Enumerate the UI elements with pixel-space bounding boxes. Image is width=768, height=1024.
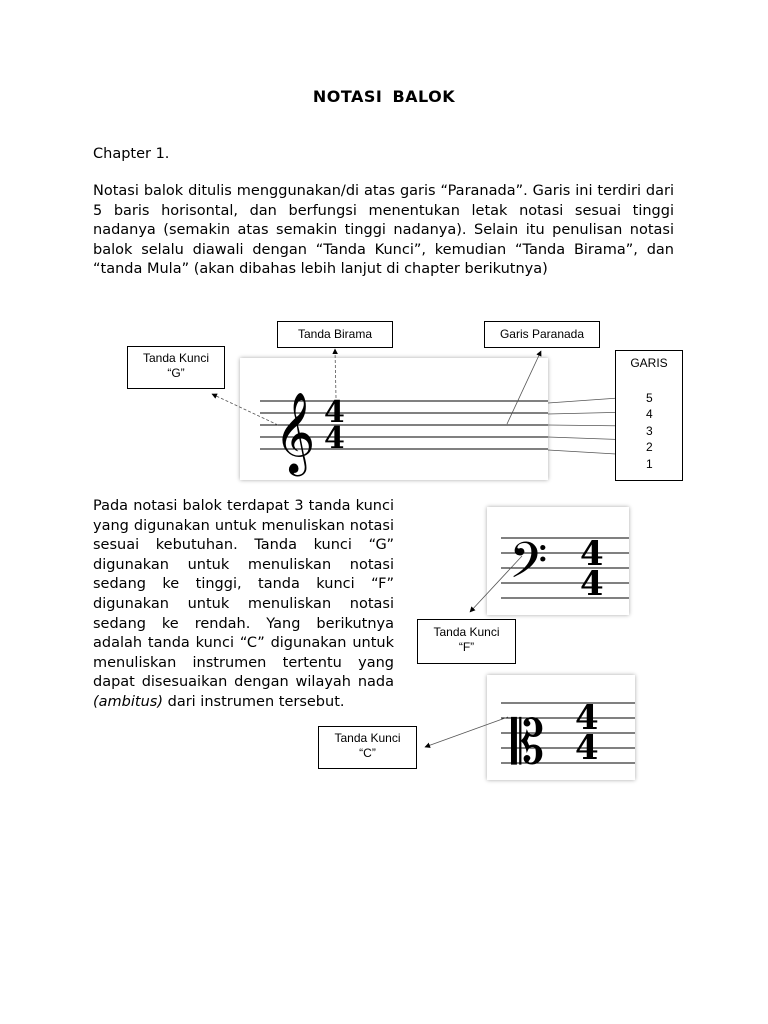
bass-staff-figure <box>487 507 629 615</box>
time-sig-top: 4 <box>575 698 599 738</box>
label-tanda-kunci-g <box>127 346 225 389</box>
label-tanda-birama <box>277 321 393 348</box>
alto-clef-icon: 𝄡 <box>511 708 545 778</box>
clef-paragraph-text <box>93 497 394 713</box>
garis-number-5: 5 <box>646 391 653 405</box>
label-tanda-kunci-f-line2: “F” <box>458 640 475 654</box>
alto-staff-figure <box>487 675 635 780</box>
treble-staff-svg <box>240 358 548 480</box>
garis-number-3: 3 <box>646 424 653 438</box>
alto-staff-svg <box>487 675 635 780</box>
label-tanda-kunci-f <box>417 619 516 664</box>
garis-number-4: 4 <box>646 407 653 421</box>
time-sig-top: 4 <box>324 395 345 430</box>
garis-number-2: 2 <box>646 440 653 454</box>
label-garis-paranada-text: Garis Paranada <box>499 327 585 341</box>
label-tanda-birama-text: Tanda Birama <box>297 327 373 341</box>
label-tanda-kunci-f-line1: Tanda Kunci <box>433 625 500 639</box>
treble-clef-icon: 𝄞 <box>274 391 316 473</box>
page-title: NOTASI BALOK <box>312 87 456 106</box>
chapter-heading: Chapter 1. <box>93 146 170 162</box>
clef-paragraph-end: dari instrumen tersebut. <box>167 693 345 710</box>
time-sig-bottom: 4 <box>324 421 345 456</box>
time-sig-top: 4 <box>580 534 604 574</box>
label-tanda-kunci-c-line1: Tanda Kunci <box>334 731 401 745</box>
intro-paragraph-text: Notasi balok ditulis menggunakan/di atas garis “Paranada”. Garis ini terdiri dari 5 baris horisontal, dan berfungsi menentukan letak notasi sesuai tinggi nadanya (semakin atas semakin tinggi nadanya). Selain itu penulisan notasi balok selalu diawali dengan “Tanda Kunci”, kemudian “Tanda Birama”, dan “tanda Mula” (akan dibahas lebih lanjut di chapter berikutnya) <box>93 183 674 278</box>
garis-title: GARIS <box>630 356 668 370</box>
garis-number-1: 1 <box>646 457 653 471</box>
label-tanda-kunci-c-line2: “C” <box>359 746 376 760</box>
bass-clef-icon: 𝄢 <box>509 532 548 602</box>
label-tanda-kunci-g-line1: Tanda Kunci <box>142 351 210 365</box>
intro-paragraph <box>93 182 674 280</box>
label-tanda-kunci-g-line2: “G” <box>167 366 185 380</box>
clef-paragraph <box>93 497 394 713</box>
label-tanda-kunci-c <box>318 726 417 769</box>
treble-staff-figure <box>240 358 548 480</box>
clef-paragraph-main: Pada notasi balok terdapat 3 tanda kunci yang digunakan untuk menuliskan notasi sesuai kebutuhan. Tanda kunci “G” digunakan untuk menuliskan notasi sedang ke tinggi, tanda kunci “F” digunakan untuk menuliskan notasi sedang ke rendah. Yang berikutnya adalah tanda kunci “C” digunakan untuk menuliskan instrumen tertentu yang dapat disesuaikan dengan wilayah nada <box>93 498 394 691</box>
time-sig-bottom: 4 <box>575 728 599 768</box>
label-garis-paranada <box>484 321 600 348</box>
label-garis-box <box>615 350 683 481</box>
time-sig-bottom: 4 <box>580 564 604 604</box>
bass-staff-svg <box>487 507 629 615</box>
clef-paragraph-italic: (ambitus) <box>93 693 163 710</box>
